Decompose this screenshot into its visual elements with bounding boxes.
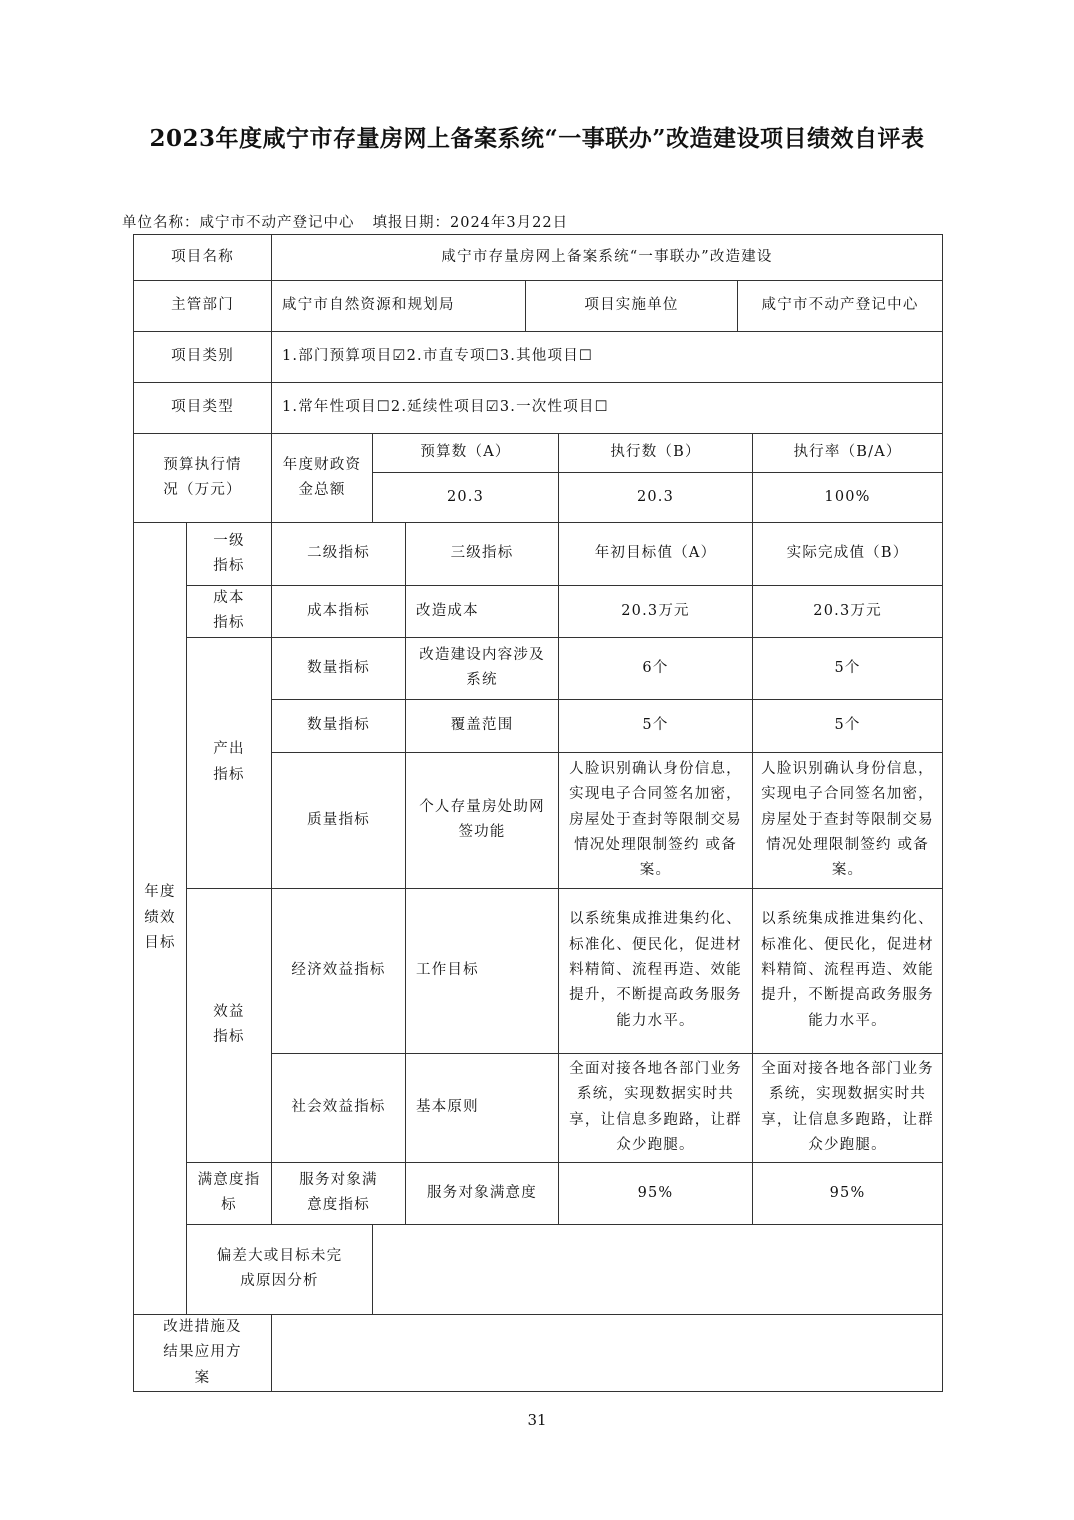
performance-table <box>133 234 943 1392</box>
row-category <box>134 332 943 383</box>
row-output-1 <box>134 637 943 699</box>
type-label: 项目类型 <box>134 383 272 434</box>
benefit-2-l2: 社会效益指标 <box>272 1053 406 1162</box>
unit-name: 单位名称：咸宁市不动产登记中心 <box>122 215 355 231</box>
row-type <box>134 383 943 434</box>
page-number: 31 <box>527 1411 547 1429</box>
budget-b-value: 20.3 <box>559 473 753 523</box>
output-3-actual: 人脸识别确认身份信息，实现电子合同签名加密，房屋处于查封等限制交易情况处理限制签约 或备案。 <box>753 752 943 888</box>
cost-l3: 改造成本 <box>406 586 559 638</box>
dept-label: 主管部门 <box>134 281 272 332</box>
benefit-1-target: 以系统集成推进集约化、标准化、便民化，促进材料精简、流程再造、效能提升，不断提高政务服务能力水平。 <box>559 888 753 1053</box>
output-label: 产出指标 <box>187 637 272 888</box>
benefit-1-l2: 经济效益指标 <box>272 888 406 1053</box>
benefit-2-l3: 基本原则 <box>406 1053 559 1162</box>
budget-rate-value: 100% <box>753 473 943 523</box>
output-3-target: 人脸识别确认身份信息，实现电子合同签名加密，房屋处于查封等限制交易情况处理限制签约 或备案。 <box>559 752 753 888</box>
output-2-l3: 覆盖范围 <box>406 699 559 752</box>
cost-l2: 成本指标 <box>272 586 406 638</box>
improve-label: 改进措施及结果应用方案 <box>134 1314 272 1391</box>
satisfaction-l3: 服务对象满意度 <box>406 1162 559 1224</box>
project-name-value: 咸宁市存量房网上备案系统“一事联办”改造建设 <box>272 235 943 281</box>
header-l3: 三级指标 <box>406 523 559 586</box>
output-2-target: 5个 <box>559 699 753 752</box>
impl-unit-label: 项目实施单位 <box>526 281 738 332</box>
output-3-l3: 个人存量房处助网签功能 <box>406 752 559 888</box>
satisfaction-actual: 95% <box>753 1162 943 1224</box>
row-cost <box>134 586 943 638</box>
row-project-name <box>134 235 943 281</box>
budget-col-b: 执行数（B） <box>559 434 753 473</box>
form-meta <box>122 211 568 232</box>
cost-actual: 20.3万元 <box>753 586 943 638</box>
row-perf-headers <box>134 523 943 586</box>
impl-unit-value: 咸宁市不动产登记中心 <box>738 281 943 332</box>
row-dept <box>134 281 943 332</box>
output-1-l3: 改造建设内容涉及系统 <box>406 637 559 699</box>
budget-label: 预算执行情况（万元） <box>134 434 272 523</box>
type-value: 1.常年性项目☐2.延续性项目☑3.一次性项目☐ <box>272 383 943 434</box>
perf-label: 年度绩效目标 <box>134 523 187 1315</box>
fill-date: 填报日期：2024年3月22日 <box>372 215 569 231</box>
header-actual: 实际完成值（B） <box>753 523 943 586</box>
output-2-actual: 5个 <box>753 699 943 752</box>
benefit-1-actual: 以系统集成推进集约化、标准化、便民化，促进材料精简、流程再造、效能提升，不断提高政务服务能力水平。 <box>753 888 943 1053</box>
project-name-label: 项目名称 <box>134 235 272 281</box>
benefit-1-l3: 工作目标 <box>406 888 559 1053</box>
cost-target: 20.3万元 <box>559 586 753 638</box>
satisfaction-l2: 服务对象满意度指标 <box>272 1162 406 1224</box>
output-1-target: 6个 <box>559 637 753 699</box>
dept-value: 咸宁市自然资源和规划局 <box>272 281 526 332</box>
deviation-label: 偏差大或目标未完成原因分析 <box>187 1224 373 1314</box>
deviation-value <box>373 1224 943 1314</box>
budget-sub-label: 年度财政资金总额 <box>272 434 373 523</box>
row-satisfaction <box>134 1162 943 1224</box>
header-target: 年初目标值（A） <box>559 523 753 586</box>
category-label: 项目类别 <box>134 332 272 383</box>
row-improve <box>134 1314 943 1391</box>
category-value: 1.部门预算项目☑2.市直专项☐3.其他项目☐ <box>272 332 943 383</box>
row-budget-head <box>134 434 943 473</box>
benefit-2-target: 全面对接各地各部门业务系统，实现数据实时共享，让信息多跑路，让群众少跑腿。 <box>559 1053 753 1162</box>
budget-col-rate: 执行率（B/A） <box>753 434 943 473</box>
page-title: 2023年度咸宁市存量房网上备案系统“一事联办”改造建设项目绩效自评表 <box>149 125 925 152</box>
budget-a-value: 20.3 <box>373 473 559 523</box>
satisfaction-target: 95% <box>559 1162 753 1224</box>
header-l2: 二级指标 <box>272 523 406 586</box>
output-1-actual: 5个 <box>753 637 943 699</box>
header-l1: 一级指标 <box>187 523 272 586</box>
output-3-l2: 质量指标 <box>272 752 406 888</box>
cost-l1: 成本指标 <box>187 586 272 638</box>
output-1-l2: 数量指标 <box>272 637 406 699</box>
budget-col-a: 预算数（A） <box>373 434 559 473</box>
row-benefit-1 <box>134 888 943 1053</box>
satisfaction-l1: 满意度指标 <box>187 1162 272 1224</box>
improve-value <box>272 1314 943 1391</box>
output-2-l2: 数量指标 <box>272 699 406 752</box>
benefit-2-actual: 全面对接各地各部门业务系统，实现数据实时共享，让信息多跑路，让群众少跑腿。 <box>753 1053 943 1162</box>
row-deviation <box>134 1224 943 1314</box>
benefit-label: 效益指标 <box>187 888 272 1162</box>
